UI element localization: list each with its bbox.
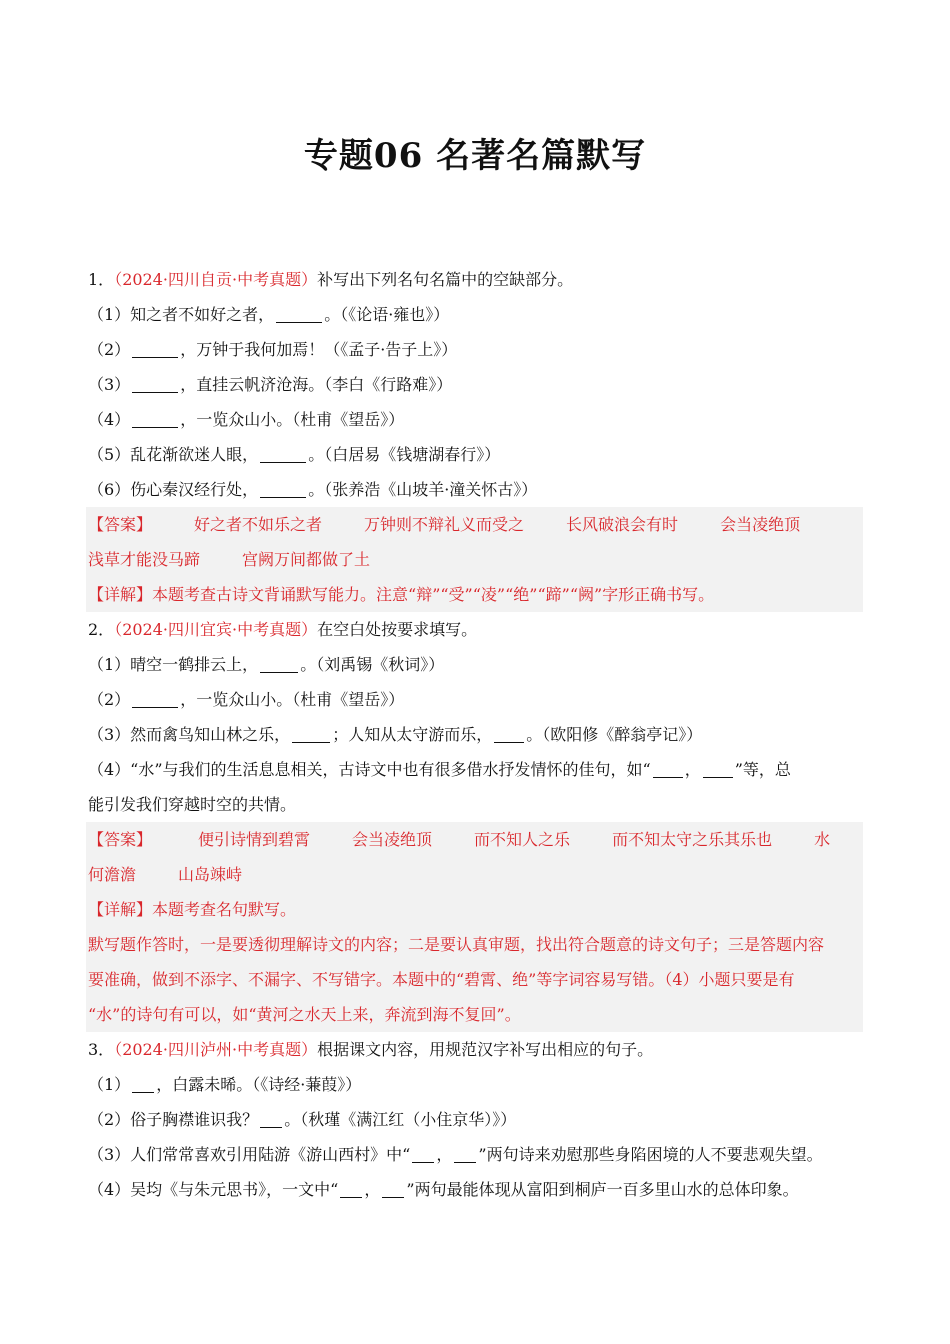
item-text: ，直挂云帆济沧海。（李白《行路难》） [180, 375, 453, 394]
detail-line [88, 892, 863, 927]
item-text: ， [436, 1145, 453, 1164]
item-text: （2） [88, 340, 131, 359]
item-text: ”等，总 [734, 760, 791, 779]
answer-text: 山岛竦峙 [178, 865, 243, 884]
detail-line [88, 927, 863, 962]
answer-text: 而不知人之乐 [474, 830, 571, 849]
item-text: ”两句诗来劝慰那些身陷困境的人不要悲观失望。 [478, 1145, 823, 1164]
detail-text: “水”的诗句有可以，如“黄河之水天上来，奔流到海不复回”。 [88, 1005, 521, 1024]
detail-text: 要准确，做到不添字、不漏字、不写错字。本题中的“碧霄、绝”等字词容易写错。（4）小题只要是有 [88, 970, 795, 989]
question-source: （2024·四川宜宾·中考真题） [114, 620, 318, 639]
item-text: 。（欧阳修《醉翁亭记》） [526, 725, 703, 744]
item-text: （4）吴均《与朱元思书》，一文中“ [88, 1180, 339, 1199]
question-3-header [88, 1032, 863, 1067]
answer-blank [132, 1074, 154, 1093]
question-item [88, 297, 863, 332]
answer-text: 会当凌绝顶 [352, 830, 433, 849]
answer-blank [132, 374, 178, 393]
item-text: （1）晴空一鹤排云上， [88, 655, 259, 674]
item-text: （4） [88, 410, 131, 429]
question-prompt: 补写出下列名句名篇中的空缺部分。 [317, 270, 574, 289]
detail-line [88, 962, 863, 997]
question-prompt: 在空白处按要求填写。 [317, 620, 478, 639]
answer-text: 而不知太守之乐其乐也 [612, 830, 773, 849]
detail-text: 本题考查名句默写。 [152, 900, 297, 919]
answer-blank [132, 409, 178, 428]
answer-blank [132, 339, 178, 358]
question-1-header [88, 262, 863, 297]
item-text: ， [684, 760, 701, 779]
answer-blank [340, 1179, 362, 1198]
item-text: ，一览众山小。（杜甫《望岳》） [180, 410, 405, 429]
detail-line [88, 577, 863, 612]
item-text: 。（《论语·雍也》） [324, 305, 450, 324]
item-text: 能引发我们穿越时空的共情。 [88, 795, 297, 814]
answer-text: 宫阙万间都做了土 [242, 550, 371, 569]
answer-text: 水 [814, 830, 831, 849]
question-item [88, 1137, 863, 1172]
question-item [88, 1067, 863, 1102]
item-text: ， [364, 1180, 381, 1199]
question-item [88, 1102, 863, 1137]
question-item [88, 472, 863, 507]
answer-blank [260, 479, 306, 498]
question-2-header [88, 612, 863, 647]
answer-blank [260, 1109, 282, 1128]
answer-label: 【答案】 [88, 515, 153, 534]
document-body [88, 262, 863, 1207]
question-number: 1． [88, 270, 115, 289]
answer-text: 何澹澹 [88, 865, 137, 884]
question-item [88, 717, 863, 752]
answer-blank [260, 654, 298, 673]
item-text: ；人知从太守游而乐， [332, 725, 493, 744]
item-text: （6）伤心秦汉经行处， [88, 480, 259, 499]
question-prompt: 根据课文内容，用规范汉字补写出相应的句子。 [317, 1040, 654, 1059]
item-text: 。（张养浩《山坡羊·潼关怀古》） [308, 480, 538, 499]
answer-block [86, 507, 863, 612]
answer-text: 浅草才能没马蹄 [88, 550, 201, 569]
item-text: 。（白居易《钱塘湖春行》） [308, 445, 501, 464]
answer-blank [412, 1144, 434, 1163]
question-item [88, 367, 863, 402]
answer-blank [382, 1179, 404, 1198]
item-text: （5）乱花渐欲迷人眼， [88, 445, 259, 464]
item-text: （3）然而禽鸟知山林之乐， [88, 725, 291, 744]
question-item [88, 332, 863, 367]
detail-label: 【详解】 [88, 585, 153, 604]
question-source: （2024·四川泸州·中考真题） [114, 1040, 318, 1059]
detail-label: 【详解】 [88, 900, 153, 919]
answer-line [88, 542, 863, 577]
item-text: （2） [88, 690, 131, 709]
answer-blank [276, 304, 322, 323]
answer-blank [132, 689, 178, 708]
item-text: 。（秋瑾《满江红（小住京华）》） [284, 1110, 517, 1129]
item-text: （1）知之者不如好之者， [88, 305, 275, 324]
answer-label: 【答案】 [88, 830, 153, 849]
item-text: ，白露未晞。（《诗经·蒹葭》） [156, 1075, 362, 1094]
question-item [88, 752, 863, 787]
question-number: 3． [88, 1040, 115, 1059]
answer-text: 好之者不如乐之者 [194, 515, 323, 534]
question-item [88, 1172, 863, 1207]
answer-blank [653, 759, 683, 778]
answer-text: 万钟则不辩礼义而受之 [364, 515, 525, 534]
question-item [88, 647, 863, 682]
item-text: （2）俗子胸襟谁识我？ [88, 1110, 259, 1129]
item-text: （3）人们常常喜欢引用陆游《游山西村》中“ [88, 1145, 411, 1164]
question-item [88, 682, 863, 717]
question-item [88, 437, 863, 472]
item-text: 。（刘禹锡《秋词》） [300, 655, 445, 674]
answer-text: 便引诗情到碧霄 [198, 830, 311, 849]
item-text: ，万钟于我何加焉！（《孟子·告子上》） [180, 340, 458, 359]
answer-block [86, 822, 863, 1032]
item-text: （4）“水”与我们的生活息息相关，古诗文中也有很多借水抒发情怀的佳句，如“ [88, 760, 651, 779]
detail-text: 默写题作答时，一是要透彻理解诗文的内容；二是要认真审题，找出符合题意的诗文句子；三是答题内容 [88, 935, 825, 954]
detail-text: 本题考查古诗文背诵默写能力。注意“辩”“受”“凌”“绝”“蹄”“阙”字形正确书写。 [152, 585, 715, 604]
item-text: ”两句最能体现从富阳到桐庐一百多里山水的总体印象。 [406, 1180, 799, 1199]
page-title: 专题06 名著名篇默写 [303, 136, 647, 176]
answer-text: 会当凌绝顶 [720, 515, 801, 534]
item-text: （3） [88, 375, 131, 394]
answer-blank [454, 1144, 476, 1163]
answer-line [88, 822, 863, 857]
item-text: ，一览众山小。（杜甫《望岳》） [180, 690, 405, 709]
detail-line [88, 997, 863, 1032]
answer-text: 长风破浪会有时 [566, 515, 679, 534]
answer-blank [703, 759, 733, 778]
question-item [88, 402, 863, 437]
question-source: （2024·四川自贡·中考真题） [114, 270, 318, 289]
answer-blank [260, 444, 306, 463]
answer-blank [494, 724, 524, 743]
answer-line [88, 857, 863, 892]
question-number: 2． [88, 620, 115, 639]
answer-blank [292, 724, 330, 743]
item-text: （1） [88, 1075, 131, 1094]
answer-line [88, 507, 863, 542]
question-item [88, 787, 863, 822]
